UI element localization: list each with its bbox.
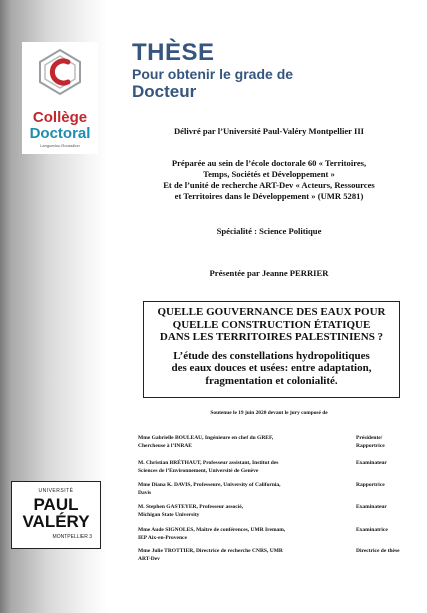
jury-name-line: Mme Diana K. DAVIS, Professeure, University of California, <box>138 482 281 488</box>
thesis-subtitle-line: L’étude des constellations hydropolitiques <box>173 349 370 362</box>
jury-role-line: Rapportrice <box>356 443 385 449</box>
jury-member <box>138 481 350 497</box>
jury-name-line: Mme Julie TROTTIER, Directrice de recherche CNRS, UMR <box>138 548 283 554</box>
jury-member <box>138 459 350 475</box>
jury-member <box>138 526 350 542</box>
upv-university-label: UNIVERSITÉ <box>38 488 74 494</box>
jury-name-line: Mme Gabrielle BOULEAU, Ingénieure en chef du GREF, <box>138 435 274 441</box>
thesis-header <box>132 40 382 102</box>
presented-by: Présentée par Jeanne PERRIER <box>209 268 329 278</box>
jury-name-line: Sciences de l’Environnement, Université de Genève <box>138 468 259 474</box>
jury-role <box>356 503 418 511</box>
thesis-title-line: QUELLE CONSTRUCTION ÉTATIQUE <box>172 318 371 331</box>
prepared-at <box>128 158 410 202</box>
thesis-subtitle <box>144 350 399 388</box>
college-doctoral-logo <box>22 42 98 154</box>
prepared-line: Temps, Sociétés et Développement » <box>203 169 335 179</box>
jury-role <box>356 434 418 450</box>
jury-name-line: Chercheuse à l’INRAE <box>138 443 192 449</box>
jury-role-line: Directrice de thèse <box>356 548 400 554</box>
jury-name-line: Michigan State University <box>138 512 200 518</box>
jury-role <box>356 526 418 534</box>
thesis-subtitle-line: des eaux douces et usées: entre adaptation, <box>171 362 372 374</box>
these-subtitle: Pour obtenir le grade de <box>132 66 294 82</box>
defense-date: Soutenue le 19 juin 2020 devant le jury composé de <box>210 410 328 416</box>
jury-role-line: Rapportrice <box>356 482 385 488</box>
prepared-line: et Territoires dans le Développement » (UMR 5281) <box>174 191 364 201</box>
upv-city-label: MONTPELLIER 3 <box>52 534 92 540</box>
thesis-title-line: DANS LES TERRITOIRES PALESTINIENS ? <box>159 331 384 343</box>
paul-valery-logo <box>11 481 101 549</box>
these-title: THÈSE <box>132 39 215 66</box>
jury-role-line: Examinatrice <box>356 527 388 533</box>
college-word: Collège <box>32 109 88 126</box>
jury-member <box>138 503 350 519</box>
thesis-title <box>144 306 399 344</box>
jury-name-line: M. Christian BRÉTHAUT, Professeur assistant, Institut des <box>138 460 279 466</box>
prepared-line: Préparée au sein de l’école doctorale 60 « Territoires, <box>171 158 367 168</box>
jury-name-line: ART-Dev <box>138 556 160 562</box>
thesis-subtitle-line: fragmentation et colonialité. <box>205 374 338 387</box>
jury-name-line: Davis <box>138 490 152 496</box>
jury-name-line: IEP Aix-en-Provence <box>138 535 187 541</box>
jury-member <box>138 434 350 450</box>
jury-member <box>138 547 350 563</box>
upv-paul-word: PAUL <box>33 495 79 514</box>
jury-name-line: Mme Aude SIGNOLES, Maître de conférences, UMR Iremam, <box>138 527 286 533</box>
upv-valery-word: VALÉRY <box>22 512 90 531</box>
prepared-line: Et de l’unité de recherche ART-Dev « Acteurs, Ressources <box>163 180 375 190</box>
jury-role-line: Présidente/ <box>356 435 383 441</box>
jury-role <box>356 547 418 555</box>
jury-name-line: M. Stephen GASTEYER, Professeur associé, <box>138 504 244 510</box>
college-doctoral-emblem-icon <box>34 46 86 108</box>
delivered-by: Délivré par l’Université Paul-Valéry Montpellier III <box>173 126 365 136</box>
these-degree: Docteur <box>132 82 197 101</box>
region-label: Languedoc-Roussillon <box>40 143 80 148</box>
thesis-title-line: QUELLE GOUVERNANCE DES EAUX POUR <box>157 306 386 318</box>
thesis-title-box <box>143 301 400 398</box>
jury-role <box>356 481 418 489</box>
jury-role-line: Examinateur <box>356 504 387 510</box>
specialty: Spécialité : Science Politique <box>216 226 322 236</box>
doctoral-word: Doctoral <box>29 125 91 142</box>
jury-role-line: Examinateur <box>356 460 387 466</box>
jury-role <box>356 459 418 467</box>
